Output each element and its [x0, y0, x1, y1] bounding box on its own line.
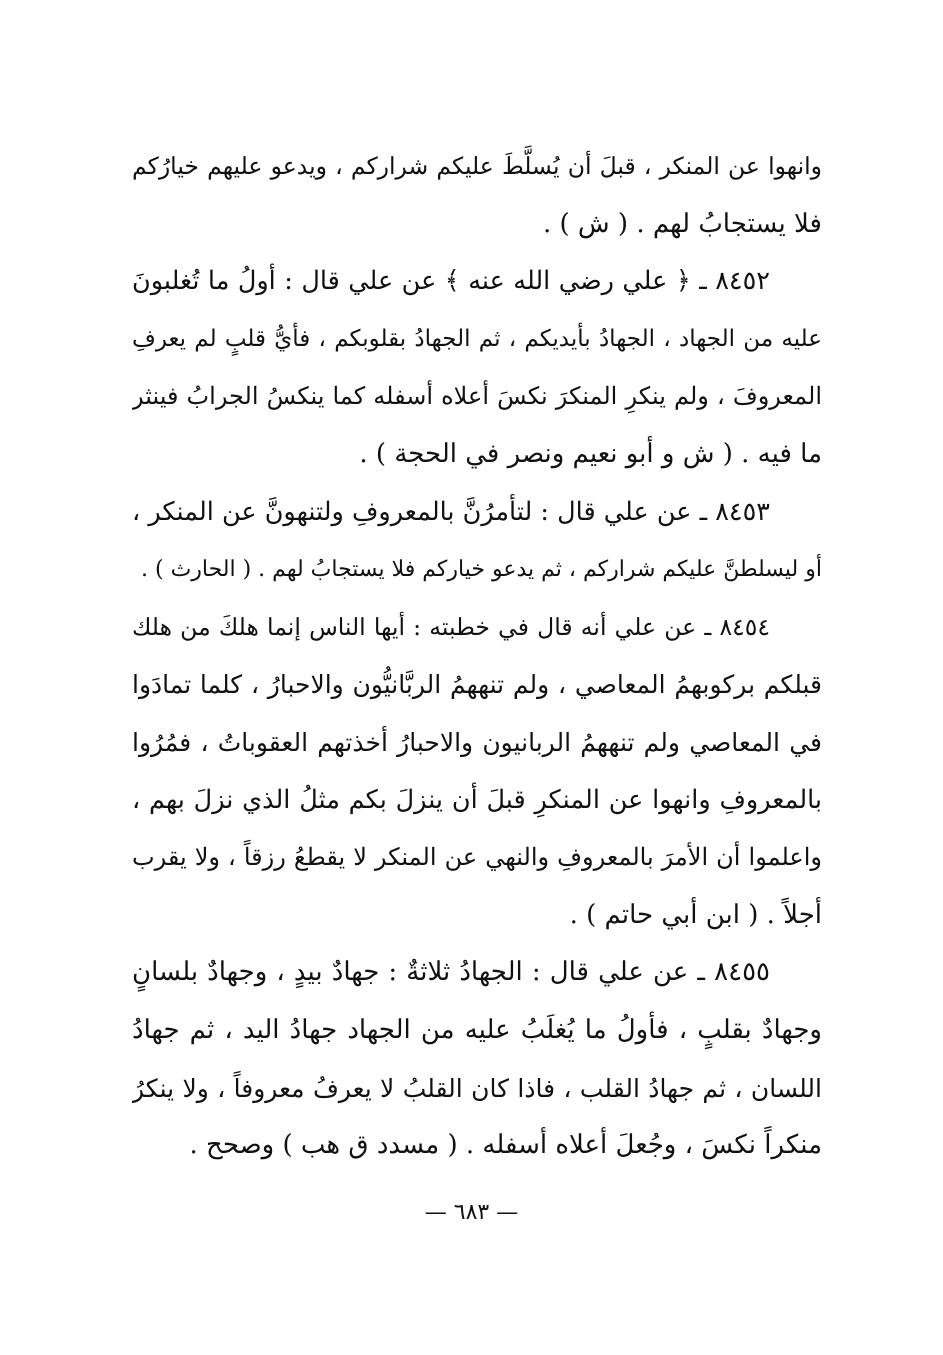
- text-line: ٨٤٥٤ ـ عن علي أنه قال في خطبته : أيها الناس إنما هلكَ من هلك: [132, 612, 770, 641]
- text-line: ٨٤٥٢ ـ ﴿ علي رضي الله عنه ﴾ عن علي قال : أولُ ما تُغلبونَ: [132, 266, 770, 297]
- text-line: اللسان ، ثم جهادُ القلب ، فاذا كان القلبُ لا يعرفُ معروفاً ، ولا ينكرُ: [132, 1073, 822, 1103]
- text-line: المعروفَ ، ولم ينكرِ المنكرَ نكسَ أعلاه أسفله كما ينكسُ الجرابُ فينثر: [132, 382, 822, 411]
- text-line: واعلموا أن الأمرَ بالمعروفِ والنهي عن المنكر لا يقطعُ رزقاً ، ولا يقرب: [132, 843, 822, 872]
- text-line: ٨٤٥٣ ـ عن علي قال : لتأمرُنَّ بالمعروفِ ولتنهونَّ عن المنكر ،: [132, 496, 770, 527]
- text-line: في المعاصي ولم تنههمُ الربانيون والاحبارُ أخذتهم العقوباتُ ، فمُرُوا: [132, 727, 822, 757]
- body-text: [132, 138, 822, 1175]
- text-line: قبلكم بركوبهمُ المعاصي ، ولم تنههمُ الربَّانيُّون والاحبارُ ، كلما تمادَوا: [132, 670, 822, 700]
- text-line: أجلاً . ( ابن أبي حاتم ) .: [569, 899, 822, 930]
- text-line: منكراً نكسَ ، وجُعلَ أعلاه أسفله . ( مسدد ق هب ) وصحح .: [189, 1130, 822, 1161]
- text-line: عليه من الجهاد ، الجهادُ بأيديكم ، ثم الجهادُ بقلوبكم ، فأيُّ قلبٍ لم يعرفِ: [132, 325, 822, 352]
- text-line: بالمعروفِ وانهوا عن المنكرِ قبلَ أن ينزلَ بكم مثلُ الذي نزلَ بهم ،: [132, 784, 822, 815]
- text-line: فلا يستجابُ لهم . ( ش ) .: [542, 208, 822, 239]
- text-line: وجهادٌ بقلبٍ ، فأولُ ما يُغلَبُ عليه من الجهاد جهادُ اليد ، ثم جهادُ: [132, 1014, 822, 1045]
- text-line: أو ليسلطنَّ عليكم شراركم ، ثم يدعو خياركم فلا يستجابُ لهم . ( الحارث ) .: [141, 557, 822, 583]
- page-number: — ٦٨٣ —: [424, 1200, 519, 1225]
- text-line: ٨٤٥٥ ـ عن علي قال : الجهادُ ثلاثةٌ : جهادٌ بيدٍ ، وجهادٌ بلسانٍ: [132, 957, 770, 988]
- text-line: وانهوا عن المنكر ، قبلَ أن يُسلَّطَ عليكم شراركم ، ويدعو عليهم خيارُكم: [132, 152, 822, 180]
- text-line: ما فيه . ( ش و أبو نعيم ونصر في الحجة ) .: [359, 438, 822, 469]
